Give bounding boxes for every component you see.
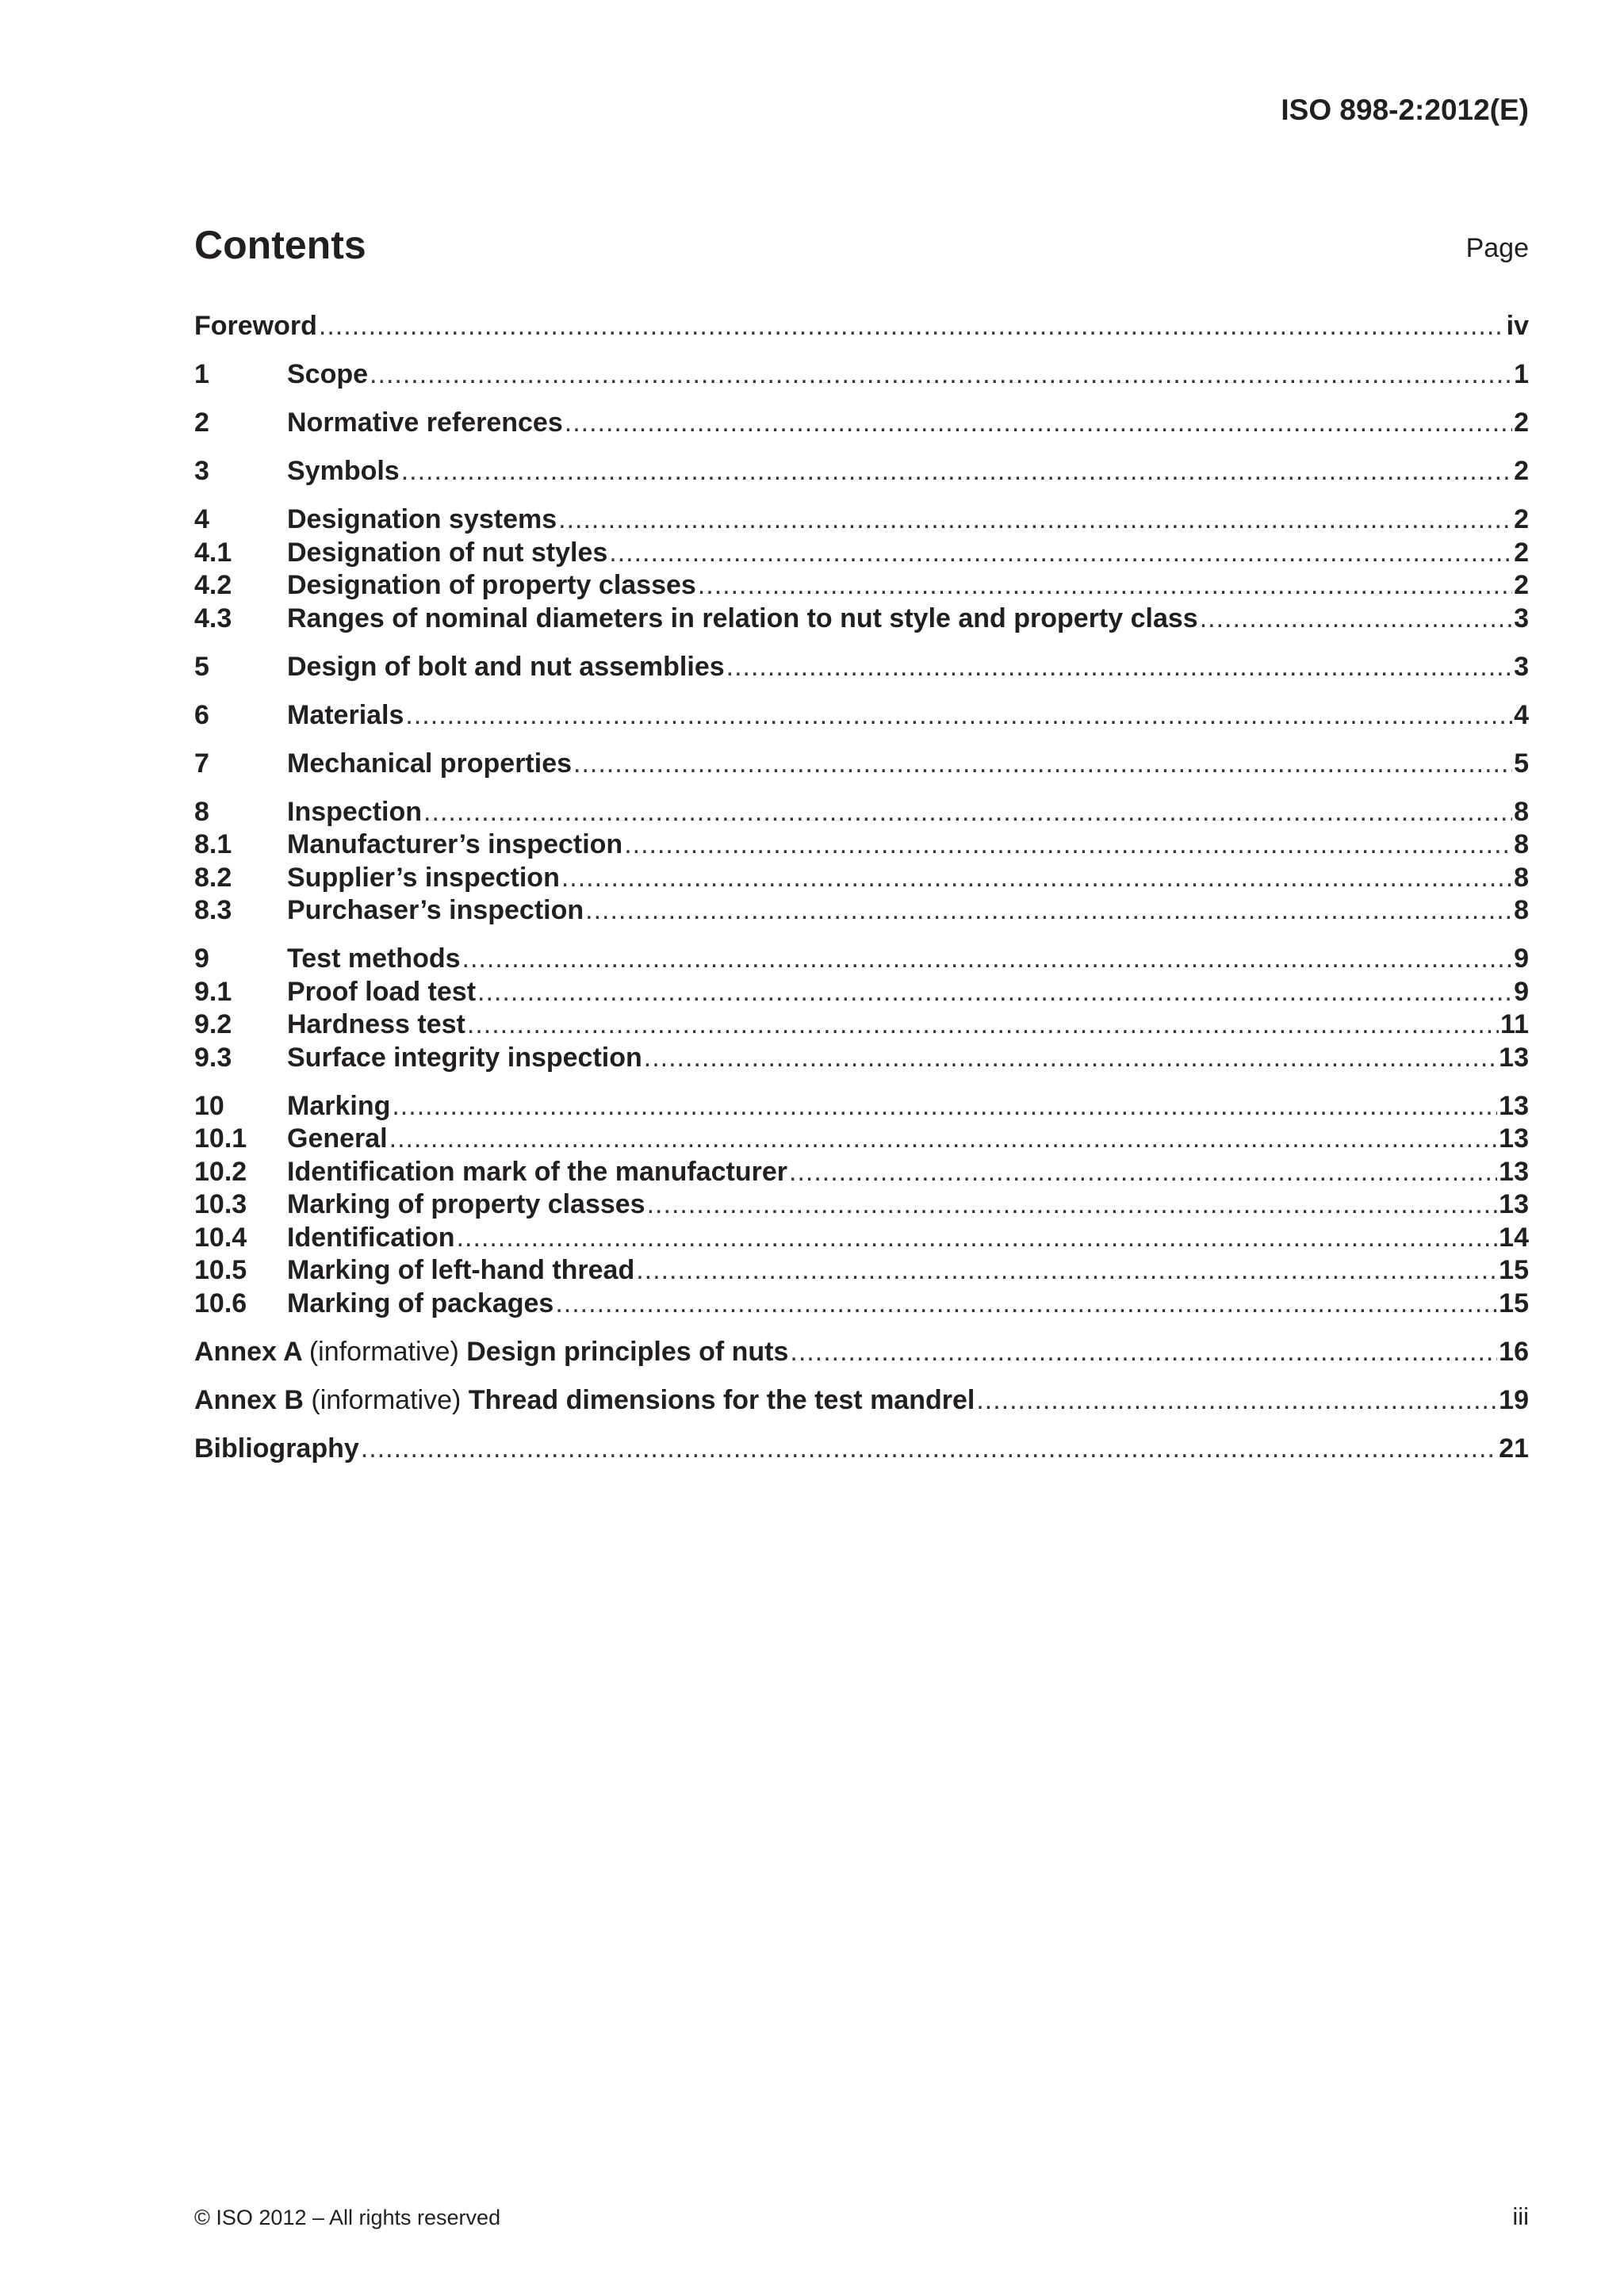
toc-entry-page: 15 xyxy=(1499,1255,1529,1285)
dot-leader xyxy=(565,408,1512,438)
dot-leader xyxy=(790,1337,1497,1368)
toc-entry-number: 9.3 xyxy=(194,1042,232,1073)
toc-entry-page: 4 xyxy=(1514,699,1529,730)
toc-entry-page: 11 xyxy=(1500,1009,1529,1039)
toc-entry-title: Designation of property classes xyxy=(287,570,696,600)
dot-leader xyxy=(467,1009,1499,1040)
toc-entry-number: 4.1 xyxy=(194,537,232,568)
toc-entry-page: 15 xyxy=(1499,1288,1529,1318)
toc-entry-number: 1 xyxy=(194,359,209,389)
toc-entry-title: Proof load test xyxy=(287,976,477,1007)
toc-entry-page: 13 xyxy=(1499,1189,1529,1219)
dot-leader xyxy=(789,1157,1497,1188)
toc-entry-number: 10.6 xyxy=(194,1288,247,1318)
toc-entry-title xyxy=(194,1337,788,1368)
toc-entry-number: 9.2 xyxy=(194,1009,232,1039)
toc-entry[interactable] xyxy=(194,538,1529,571)
toc-entry[interactable] xyxy=(194,863,1529,896)
toc-entry-number: 4 xyxy=(194,504,209,534)
toc-entry-page: 21 xyxy=(1499,1433,1529,1464)
dot-leader xyxy=(389,1123,1498,1154)
document-id: ISO 898-2:2012(E) xyxy=(1281,94,1529,126)
dot-leader xyxy=(401,456,1512,487)
dot-leader xyxy=(319,311,1505,342)
toc-entry-number: 9 xyxy=(194,943,209,974)
page-column-label: Page xyxy=(1465,233,1529,263)
toc-entry-page: iv xyxy=(1506,311,1529,341)
toc-entry[interactable] xyxy=(194,1189,1529,1223)
toc-entry-page: 3 xyxy=(1514,651,1529,682)
toc-entry-number: 10.4 xyxy=(194,1222,247,1253)
toc-entry[interactable] xyxy=(194,829,1529,863)
toc-entry-page: 2 xyxy=(1514,537,1529,568)
toc-entry-title: Scope xyxy=(287,359,369,389)
toc-entry-title: Marking of left-hand thread xyxy=(287,1255,635,1285)
toc-entry-page: 19 xyxy=(1499,1384,1529,1415)
toc-entry[interactable] xyxy=(194,797,1529,830)
toc-entry[interactable] xyxy=(194,1288,1529,1322)
toc-entry-number: 8.2 xyxy=(194,862,232,893)
toc-entry[interactable] xyxy=(194,1009,1529,1043)
toc-entry[interactable] xyxy=(194,1255,1529,1288)
toc-entry-page: 1 xyxy=(1514,359,1529,389)
footer-page-number: iii xyxy=(1512,2202,1529,2230)
toc-entry-number: 10.1 xyxy=(194,1123,247,1154)
toc-entry-page: 3 xyxy=(1514,603,1529,633)
toc-entry-title: Test methods xyxy=(287,943,461,974)
toc-entry-page: 2 xyxy=(1514,408,1529,438)
toc-entry-number: 10 xyxy=(194,1090,224,1121)
dot-leader xyxy=(477,977,1512,1008)
toc-entry[interactable] xyxy=(194,311,1529,344)
toc-entry-page: 8 xyxy=(1514,895,1529,925)
annex-note: (informative) xyxy=(308,1336,459,1367)
annex-note: (informative) xyxy=(311,1384,462,1415)
toc-entry[interactable] xyxy=(194,895,1529,928)
toc-entry[interactable] xyxy=(194,570,1529,603)
toc-entry-number: 8 xyxy=(194,796,209,827)
toc-entry-number: 8.3 xyxy=(194,895,232,925)
toc-entry-page: 16 xyxy=(1499,1336,1529,1367)
toc-entry[interactable] xyxy=(194,456,1529,489)
annex-prefix: Annex A xyxy=(194,1336,302,1367)
toc-entry[interactable] xyxy=(194,1433,1529,1467)
toc-entry[interactable] xyxy=(194,652,1529,685)
dot-leader xyxy=(457,1223,1498,1253)
toc-entry-page: 9 xyxy=(1514,943,1529,974)
toc-entry-number: 7 xyxy=(194,748,209,779)
toc-entry[interactable] xyxy=(194,1157,1529,1190)
dot-leader xyxy=(462,943,1513,974)
annex-prefix: Annex B xyxy=(194,1384,304,1415)
contents-heading: Contents xyxy=(194,223,366,267)
toc-entry-title: Bibliography xyxy=(194,1433,359,1464)
toc-entry-page: 13 xyxy=(1499,1042,1529,1073)
dot-leader xyxy=(585,895,1512,926)
toc-entry-title xyxy=(194,1385,975,1416)
toc-entry-page: 2 xyxy=(1514,504,1529,534)
toc-entry-title: Foreword xyxy=(194,311,317,341)
toc-entry[interactable] xyxy=(194,1337,1529,1370)
dot-leader xyxy=(423,797,1512,828)
toc-entry-page: 9 xyxy=(1514,976,1529,1007)
toc-entry-number: 4.2 xyxy=(194,570,232,600)
dot-leader xyxy=(1200,603,1512,634)
toc-entry[interactable] xyxy=(194,1043,1529,1076)
annex-title: Thread dimensions for the test mandrel xyxy=(468,1384,975,1415)
dot-leader xyxy=(555,1288,1497,1319)
dot-leader xyxy=(609,538,1512,568)
toc-entry-title: Purchaser’s inspection xyxy=(287,895,584,925)
toc-entry-title: Hardness test xyxy=(287,1009,465,1039)
toc-entry-title: Identification mark of the manufacturer xyxy=(287,1156,787,1187)
dot-leader xyxy=(698,570,1512,601)
dot-leader xyxy=(726,652,1512,683)
toc-entry-number: 2 xyxy=(194,408,209,438)
dot-leader xyxy=(647,1189,1498,1220)
toc-entry[interactable] xyxy=(194,700,1529,733)
toc-entry[interactable] xyxy=(194,1091,1529,1124)
toc-entry[interactable] xyxy=(194,603,1529,637)
toc-entry-page: 8 xyxy=(1514,796,1529,827)
toc-entry[interactable] xyxy=(194,408,1529,441)
toc-entry[interactable] xyxy=(194,1123,1529,1157)
toc-entry-page: 13 xyxy=(1499,1123,1529,1154)
toc-entry-page: 13 xyxy=(1499,1156,1529,1187)
toc-entry-title: Designation of nut styles xyxy=(287,537,608,568)
dot-leader xyxy=(370,359,1512,390)
toc-entry-page: 2 xyxy=(1514,456,1529,486)
toc-entry-page: 2 xyxy=(1514,570,1529,600)
dot-leader xyxy=(976,1385,1497,1416)
toc-entry-title: Supplier’s inspection xyxy=(287,862,560,893)
toc-entry-number: 6 xyxy=(194,699,209,730)
toc-entry-title: Marking of packages xyxy=(287,1288,554,1318)
dot-leader xyxy=(561,863,1512,894)
dot-leader xyxy=(636,1255,1497,1286)
toc-entry-title: General xyxy=(287,1123,388,1154)
toc-entry-title: Designation systems xyxy=(287,504,557,534)
toc-entry-number: 4.3 xyxy=(194,603,232,633)
toc-entry-title: Inspection xyxy=(287,796,423,827)
toc-entry[interactable] xyxy=(194,943,1529,977)
toc-entry[interactable] xyxy=(194,748,1529,782)
toc-entry-title: Mechanical properties xyxy=(287,748,573,779)
toc-entry-page: 13 xyxy=(1499,1090,1529,1121)
toc-entry-title: Symbols xyxy=(287,456,400,486)
toc-entry-title: Design of bolt and nut assemblies xyxy=(287,651,725,682)
toc-entry-number: 10.2 xyxy=(194,1156,247,1187)
toc-entry-title: Ranges of nominal diameters in relation to nut style and property class xyxy=(287,603,1198,633)
toc-entry-title: Normative references xyxy=(287,408,563,438)
toc-entry-page: 14 xyxy=(1499,1222,1529,1253)
dot-leader xyxy=(573,748,1512,779)
annex-title: Design principles of nuts xyxy=(466,1336,789,1367)
toc-entry-title: Materials xyxy=(287,699,404,730)
dot-leader xyxy=(644,1043,1497,1073)
toc-entry-number: 3 xyxy=(194,456,209,486)
toc-entry-title: Marking xyxy=(287,1090,391,1121)
toc-entry-number: 8.1 xyxy=(194,829,232,859)
toc-entry-page: 8 xyxy=(1514,829,1529,859)
dot-leader xyxy=(558,504,1512,535)
dot-leader xyxy=(624,829,1512,860)
toc-entry[interactable] xyxy=(194,1223,1529,1256)
footer-copyright: © ISO 2012 – All rights reserved xyxy=(194,2206,501,2229)
toc-entry-page: 8 xyxy=(1514,862,1529,893)
toc-entry-page: 5 xyxy=(1514,748,1529,779)
dot-leader xyxy=(392,1091,1497,1122)
toc-entry[interactable] xyxy=(194,359,1529,392)
toc-entry-number: 10.3 xyxy=(194,1189,247,1219)
dot-leader xyxy=(405,700,1512,731)
toc-entry[interactable] xyxy=(194,977,1529,1010)
dot-leader xyxy=(361,1433,1497,1464)
toc-entry-title: Manufacturer’s inspection xyxy=(287,829,623,859)
toc-entry-number: 10.5 xyxy=(194,1255,247,1285)
toc-entry-title: Identification xyxy=(287,1222,455,1253)
toc-entry[interactable] xyxy=(194,504,1529,538)
toc-entry[interactable] xyxy=(194,1385,1529,1418)
toc-entry-number: 9.1 xyxy=(194,976,232,1007)
toc-entry-number: 5 xyxy=(194,651,209,682)
toc-entry-title: Surface integrity inspection xyxy=(287,1042,642,1073)
toc-entry-title: Marking of property classes xyxy=(287,1189,645,1219)
table-of-contents xyxy=(194,311,1529,1466)
